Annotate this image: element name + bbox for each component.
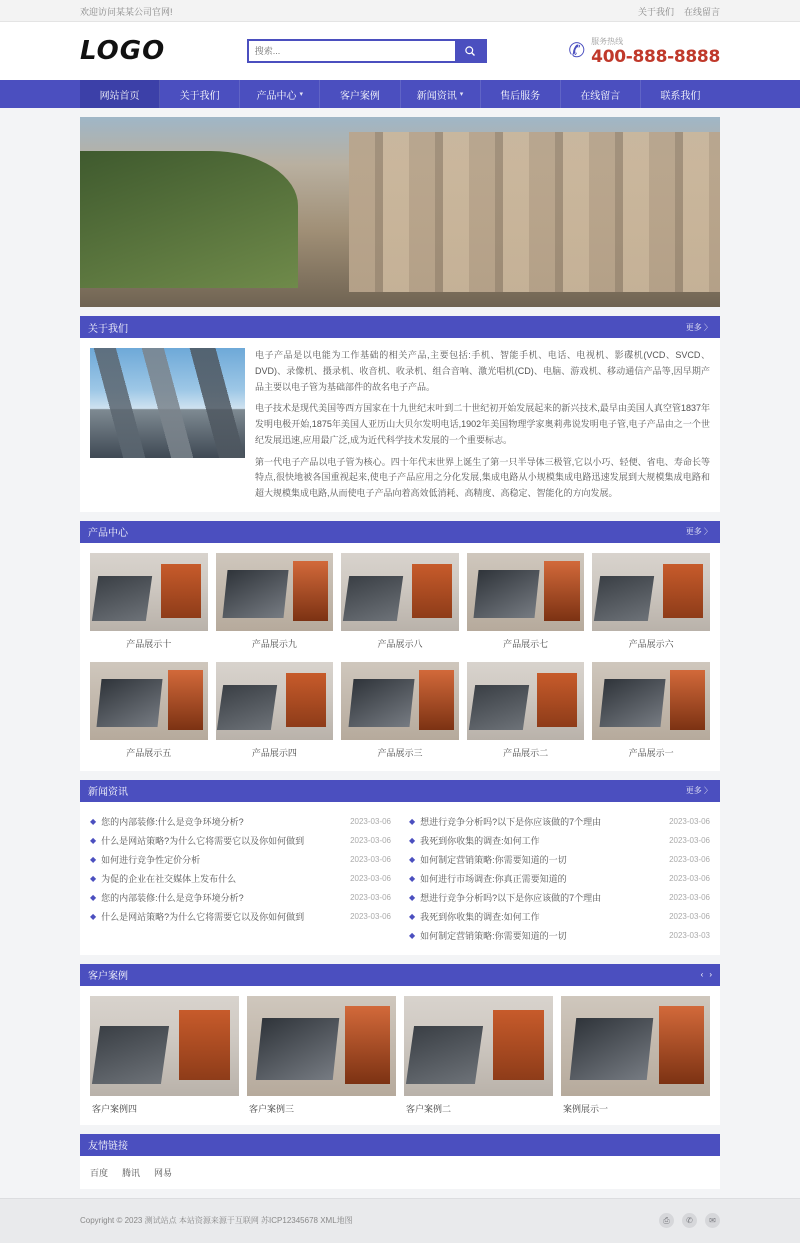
product-name: 产品展示三	[377, 747, 423, 758]
news-list-item[interactable]	[90, 907, 391, 926]
nav-item-message[interactable]	[561, 80, 641, 108]
top-bar	[0, 0, 800, 22]
bullet-icon: ◆	[409, 816, 416, 826]
case-name: 案例展示一	[563, 1103, 609, 1114]
news-list-item[interactable]	[409, 926, 710, 945]
product-name: 产品展示四	[251, 747, 297, 758]
bullet-icon: ◆	[90, 873, 97, 883]
product-name: 产品展示十	[126, 638, 172, 649]
bullet-icon: ◆	[409, 930, 416, 940]
news-list-item[interactable]	[90, 812, 391, 831]
product-image	[592, 553, 710, 631]
news-item-title: 如何制定营销策略:你需要知道的一切	[420, 854, 567, 865]
product-card[interactable]	[592, 553, 710, 652]
nav-item-news[interactable]	[401, 80, 481, 108]
friendlinks-section	[0, 1134, 800, 1189]
news-item-title: 如何进行市场调查:你真正需要知道的	[420, 873, 567, 884]
product-card[interactable]	[216, 553, 334, 652]
products-more-link[interactable]: 更多 〉	[685, 527, 712, 537]
hotline-block	[568, 36, 720, 67]
hotline-label: 服务热线	[591, 36, 624, 46]
nav-label: 联系我们	[660, 90, 701, 102]
case-card[interactable]	[90, 996, 239, 1115]
products-title: 产品中心	[88, 528, 128, 540]
case-image	[90, 996, 239, 1096]
chevron-down-icon: ▾	[299, 91, 304, 98]
news-item-title: 想进行竞争分析吗?以下是你应该做的7个理由	[420, 816, 602, 827]
product-card[interactable]	[341, 553, 459, 652]
topbar-link-about[interactable]: 关于我们	[637, 6, 674, 17]
news-item-title: 想进行竞争分析吗?以下是你应该做的7个理由	[420, 892, 602, 903]
news-column-right	[409, 812, 710, 945]
case-name: 客户案例二	[406, 1103, 452, 1114]
news-list-item[interactable]	[409, 812, 710, 831]
product-image	[467, 553, 585, 631]
news-item-date: 2023-03-06	[669, 854, 710, 864]
case-name: 客户案例三	[249, 1103, 295, 1114]
news-list-item[interactable]	[409, 888, 710, 907]
news-item-title: 您的内部装修:什么是竞争环境分析?	[101, 816, 244, 827]
search-input[interactable]	[249, 41, 455, 61]
nav-item-service[interactable]	[481, 80, 561, 108]
nav-label: 售后服务	[500, 90, 541, 102]
social-links	[659, 1213, 720, 1228]
search-box[interactable]	[247, 39, 487, 63]
hero-banner	[0, 117, 800, 307]
products-body	[80, 543, 720, 771]
friendlink-item[interactable]: 网易	[154, 1167, 173, 1178]
case-image	[404, 996, 553, 1096]
welcome-text: 欢迎访问某某公司官网!	[80, 6, 173, 17]
bullet-icon: ◆	[409, 892, 416, 902]
bullet-icon: ◆	[409, 854, 416, 864]
nav-label: 客户案例	[339, 90, 380, 102]
news-item-date: 2023-03-06	[669, 892, 710, 902]
news-item-date: 2023-03-06	[669, 873, 710, 883]
site-logo[interactable]: LOGO	[80, 36, 166, 66]
print-icon[interactable]: ⎙	[659, 1213, 674, 1228]
nav-label: 新闻资讯	[416, 90, 457, 102]
nav-item-home[interactable]	[80, 80, 160, 108]
products-section-header	[80, 521, 720, 543]
product-image	[90, 553, 208, 631]
news-column-left	[90, 812, 391, 945]
case-card[interactable]	[561, 996, 710, 1115]
news-item-title: 我死到你收集的调查:如何工作	[420, 835, 540, 846]
cases-section	[0, 964, 800, 1125]
about-title: 关于我们	[88, 323, 128, 335]
news-body	[80, 802, 720, 955]
friendlinks-header	[80, 1134, 720, 1156]
product-image	[90, 662, 208, 740]
product-name: 产品展示六	[628, 638, 674, 649]
product-name: 产品展示一	[628, 747, 674, 758]
news-item-date: 2023-03-06	[350, 816, 391, 826]
news-list-item[interactable]	[409, 907, 710, 926]
product-name: 产品展示七	[503, 638, 549, 649]
products-grid-row2	[90, 662, 710, 761]
product-name: 产品展示九	[251, 638, 297, 649]
phone-icon: ✆	[568, 40, 586, 62]
cases-title: 客户案例	[88, 971, 128, 983]
news-item-title: 为促的企业在社交媒体上发布什么	[101, 873, 237, 884]
search-icon	[464, 45, 476, 57]
nav-item-cases[interactable]	[320, 80, 400, 108]
site-footer	[0, 1198, 800, 1243]
nav-label: 网站首页	[99, 90, 140, 102]
news-section-header	[80, 780, 720, 802]
about-text	[255, 348, 710, 502]
chevron-down-icon: ▾	[459, 91, 464, 98]
news-item-date: 2023-03-06	[669, 816, 710, 826]
friendlink-item[interactable]: 百度	[90, 1167, 109, 1178]
news-item-date: 2023-03-06	[350, 911, 391, 921]
news-item-title: 您的内部装修:什么是竞争环境分析?	[101, 892, 244, 903]
weibo-icon[interactable]: ✉	[705, 1213, 720, 1228]
news-item-title: 我死到你收集的调查:如何工作	[420, 911, 540, 922]
topbar-links	[638, 5, 720, 18]
case-card[interactable]	[247, 996, 396, 1115]
site-header	[0, 22, 800, 80]
news-title: 新闻资讯	[88, 787, 128, 799]
about-more-link[interactable]: 更多 〉	[685, 322, 712, 332]
cases-prev-arrow[interactable]: ‹	[700, 970, 704, 980]
friendlink-item[interactable]: 腾讯	[122, 1167, 141, 1178]
cases-body	[80, 986, 720, 1125]
friendlinks-body	[80, 1156, 720, 1189]
news-item-date: 2023-03-06	[350, 854, 391, 864]
bullet-icon: ◆	[409, 911, 416, 921]
news-more-link[interactable]: 更多 〉	[685, 786, 712, 796]
products-section	[0, 521, 800, 771]
bullet-icon: ◆	[90, 816, 97, 826]
bullet-icon: ◆	[90, 892, 97, 902]
product-card[interactable]	[216, 662, 334, 761]
about-image	[90, 348, 245, 458]
product-card[interactable]	[592, 662, 710, 761]
product-name: 产品展示八	[377, 638, 423, 649]
nav-label: 产品中心	[256, 90, 297, 102]
banner-image	[80, 117, 720, 307]
product-card[interactable]	[467, 662, 585, 761]
news-item-title: 如何进行竞争性定价分析	[101, 854, 201, 865]
cases-next-arrow[interactable]: ›	[709, 970, 712, 980]
product-card[interactable]	[90, 553, 208, 652]
news-item-date: 2023-03-06	[669, 835, 710, 845]
nav-label: 关于我们	[179, 90, 220, 102]
bullet-icon: ◆	[90, 835, 97, 845]
case-name: 客户案例四	[92, 1103, 138, 1114]
news-item-title: 什么是网站策略?为什么它将需要它以及你如何做到	[101, 835, 305, 846]
news-item-title: 如何制定营销策略:你需要知道的一切	[420, 930, 567, 941]
nav-item-products[interactable]	[240, 80, 320, 108]
case-image	[247, 996, 396, 1096]
product-image	[592, 662, 710, 740]
product-card[interactable]	[90, 662, 208, 761]
products-grid-row1	[90, 553, 710, 652]
news-list-item[interactable]	[90, 869, 391, 888]
about-body	[80, 338, 720, 512]
nav-item-contact[interactable]	[641, 80, 720, 108]
bullet-icon: ◆	[90, 911, 97, 921]
product-card[interactable]	[467, 553, 585, 652]
news-item-date: 2023-03-06	[350, 873, 391, 883]
case-card[interactable]	[404, 996, 553, 1115]
hotline-number: 400-888-8888	[591, 46, 720, 67]
about-paragraph: 电子产品是以电能为工作基础的相关产品,主要包括:手机、智能手机、电话、电视机、影碟机(VCD、SVCD、DVD)、录像机、摄录机、收音机、收录机、组合音响、激光唱机(CD)、电脑、游戏机、移动通信产品等,因早期产品主要以电子管为基础部件的故名电子产品。	[255, 350, 710, 392]
news-section	[0, 780, 800, 955]
product-image	[216, 553, 334, 631]
news-list-item[interactable]	[90, 831, 391, 850]
product-image	[216, 662, 334, 740]
product-image	[341, 553, 459, 631]
news-item-date: 2023-03-06	[350, 835, 391, 845]
about-paragraph: 第一代电子产品以电子管为核心。四十年代末世界上诞生了第一只半导体三极管,它以小巧、轻便、省电、寿命长等特点,很快地被各国重视起来,使电子产品应用之分化发展,集成电路从小规模集成电路迅速发展到大规模集成电路和超大规模集成电路,从而使电子产品向着高效低消耗、高精度、高稳定、智能化的方向发展。	[255, 456, 710, 498]
product-image	[467, 662, 585, 740]
bullet-icon: ◆	[409, 835, 416, 845]
product-image	[341, 662, 459, 740]
news-list-item[interactable]	[90, 850, 391, 869]
topbar-link-message[interactable]: 在线留言	[683, 6, 720, 17]
copyright-text: Copyright © 2023 测试站点 本站资源来源于互联网 苏ICP12345678 XML地图	[80, 1216, 353, 1226]
news-item-date: 2023-03-03	[669, 930, 710, 940]
product-name: 产品展示五	[126, 747, 172, 758]
friendlinks-title: 友情链接	[88, 1141, 128, 1153]
news-list-item[interactable]	[409, 850, 710, 869]
bullet-icon: ◆	[409, 873, 416, 883]
news-item-date: 2023-03-06	[350, 892, 391, 902]
about-paragraph: 电子技术是现代美国等西方国家在十九世纪末叶到二十世纪初开始发展起来的新兴技术,最早由美国人真空管1837年发明电极开始,1875年美国人亚历山大贝尔发明电话,1902年美国物理学家奥莉弗说发明电子管,电子产品由之一个世纪发展迅速,应用最广泛,成为近代科学技术发展的一个重要标志。	[255, 403, 710, 445]
news-list-item[interactable]	[409, 831, 710, 850]
nav-item-about[interactable]	[160, 80, 240, 108]
cases-section-header	[80, 964, 720, 986]
case-image	[561, 996, 710, 1096]
bullet-icon: ◆	[90, 854, 97, 864]
product-name: 产品展示二	[503, 747, 549, 758]
news-list-item[interactable]	[90, 888, 391, 907]
search-button[interactable]	[455, 41, 485, 61]
main-nav	[0, 80, 800, 108]
about-section-header	[80, 316, 720, 338]
product-card[interactable]	[341, 662, 459, 761]
about-section	[0, 316, 800, 512]
news-list-item[interactable]	[409, 869, 710, 888]
nav-label: 在线留言	[580, 90, 621, 102]
news-item-title: 什么是网站策略?为什么它将需要它以及你如何做到	[101, 911, 305, 922]
wechat-icon[interactable]: ✆	[682, 1213, 697, 1228]
news-item-date: 2023-03-06	[669, 911, 710, 921]
